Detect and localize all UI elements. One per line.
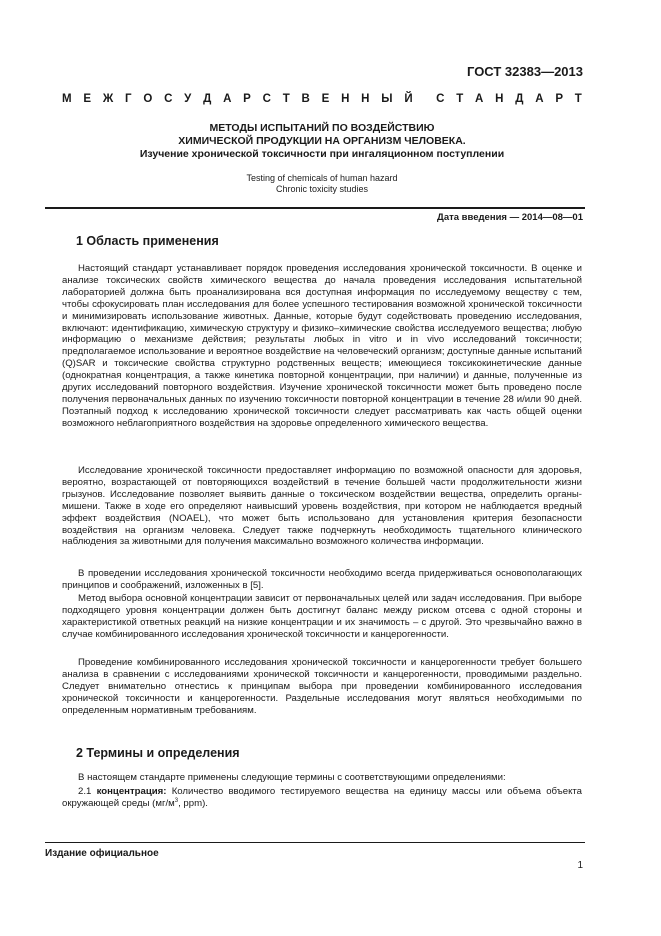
banner-letter: М [62,93,72,105]
english-title-line-2: Chronic toxicity studies [275,184,369,194]
term-number: 2.1 [78,786,92,797]
banner-letter: Н [341,93,350,105]
section-2-heading: 2 Термины и определения [76,746,240,760]
banner-letter: Й [404,93,413,105]
banner-letter: Ж [102,93,114,105]
banner-letter: Р [555,93,563,105]
banner-letter: А [535,93,544,105]
title-line-1: МЕТОДЫ ИСПЫТАНИЙ ПО ВОЗДЕЙСТВИЮ [209,122,435,134]
english-title-line-1: Testing of chemicals of human hazard [246,173,398,183]
banner-letter: У [184,93,192,105]
banner-letter: А [223,93,232,105]
standard-banner [62,93,582,105]
term-definition-end: , ppm). [178,797,208,809]
banner-letter: Т [456,93,464,105]
effective-date: Дата введения — 2014—08—01 [437,212,583,223]
banner-letter: Е [83,93,92,105]
edition-label: Издание официальное [45,848,159,859]
banner-letter: С [164,93,173,105]
banner-letter: С [436,93,445,105]
banner-letter: Д [515,93,524,105]
banner-letter: Н [361,93,370,105]
section-1-paragraph-3: В проведении исследования хронической токсичности необходимо всегда придерживаться основополагающих принципов и соображений, изложенных в [5]. [62,568,582,591]
banner-letter: Ы [381,93,393,105]
header-divider [45,207,585,209]
section-1-paragraph-5: Проведение комбинированного исследования хронической токсичности и канцерогенности требует большего анализа в сравнении с исследованиями хронической токсичности и канцерогенности, проводимыми раздельно. Следует внимательно отнестись к принципам выбора при проведении комбинированного исследования хронической токсичности и канцерогенности. Раздельные исследования могут являться необходимыми по определенным нормативным требованиям. [62,657,582,716]
banner-letter: С [262,93,271,105]
section-1-paragraph-4: Метод выбора основной концентрации зависит от первоначальных целей или задач исследования. При выборе подходящего уровня концентрации должен быть достигнут баланс между риском отсева с одной стороны и характеристикой ответных реакций на низкие концентрации и их значимость – с другой. Это чрезвычайно важно в случае комбинированного исследования хронической токсичности и канцерогенности. [62,593,582,640]
footer-divider [45,842,585,843]
banner-letter: Р [243,93,251,105]
term-superscript: 3 [174,797,179,804]
banner-letter: В [301,93,310,105]
section-1-paragraph-1: Настоящий стандарт устанавливает порядок проведения исследования хронической токсичности. В оценке и анализе токсических свойств химического вещества до начала проведения исследования испытательной лабораторией должна быть проанализирована вся доступная информация по исследуемому веществу с тем, чтобы сфокусировать план исследования для более успешного тестирования возможной хронической токсичности и минимизировать использование животных. Данные, которые будут содействовать проведению исследования, включают: идентификацию, химическую структуру и физико–химические свойства исследуемого вещества; любую информацию о механизме действия; результаты любых in vitro и in vivo исследований токсичности; предполагаемое использование и вероятное воздействие на человеческий организм; доступные данные испытаний (Q)SAR и токсические свойства структурно родственных веществ; имеющиеся токсикокинетические данные (однократная концентрация, а также кинетика повторной концентрации, при наличии) и данные, полученные из других исследований повторного воздействия. Изучение хронической токсичности может быть проведено после получения первоначальных данных по изучению токсичности повторной концентрации в течение 28 и/или 90 дней. Поэтапный подход к исследованию хронической токсичности следует рассматривать как часть общей оценки возможного неблагоприятного воздействия на здоровье определенного химического вещества. [62,263,582,429]
banner-letter: А [475,93,484,105]
section-2-paragraph-1: В настоящем стандарте применены следующие термины с соответствующими определениями: [78,772,506,783]
term-definition-text: Количество вводимого тестируемого вещества на единицу массы или объема объекта окружающей среды (мг/м [62,786,582,809]
section-1-paragraph-2: Исследование хронической токсичности предоставляет информацию по возможной опасности для здоровья, вероятно, возрастающей от повторяющихся воздействий в течение большей части продолжительности жизни грызунов. Исследование позволяет выявить данные о токсическом воздействии вещества, определить органы-мишени. Также в ходе его определяют наивысший уровень воздействия, при котором не наблюдается вредный эффект воздействия (NOAEL), что может быть использовано для установления критерия безопасности воздействия на организм человека. Следует также подчеркнуть необходимость тщательного клинического наблюдения за животными для получения максимально возможного количества информации. [62,465,582,548]
document-code: ГОСТ 32383—2013 [467,64,583,79]
banner-letter: Г [125,93,132,105]
english-title [62,173,582,195]
banner-letter: Т [282,93,290,105]
banner-letter: Д [203,93,212,105]
banner-letter: Н [495,93,504,105]
page-number: 1 [577,860,583,871]
banner-letter: Е [321,93,330,105]
section-1-heading: 1 Область применения [76,234,219,248]
term-definition [62,786,582,810]
banner-letter: О [143,93,153,105]
document-title [62,122,582,161]
title-line-2: ХИМИЧЕСКОЙ ПРОДУКЦИИ НА ОРГАНИЗМ ЧЕЛОВЕКА. [178,135,466,147]
banner-letter: Т [574,93,582,105]
term-name: концентрация: [96,786,167,797]
title-line-3: Изучение хронической токсичности при ингаляционном поступлении [139,148,505,160]
